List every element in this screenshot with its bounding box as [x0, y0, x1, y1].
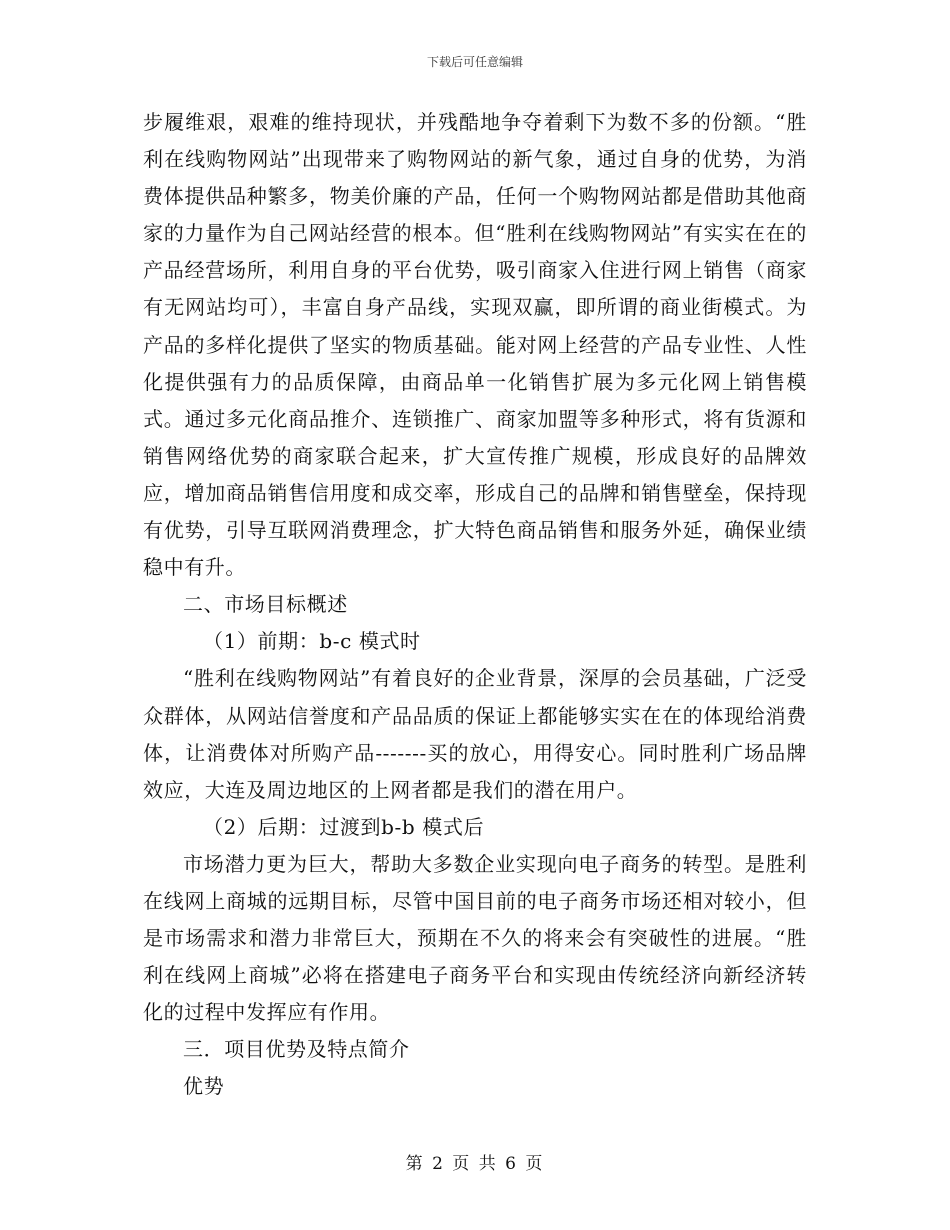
paragraph-later-stage: 市场潜力更为巨大，帮助大多数企业实现向电子商务的转型。是胜利在线网上商城的远期目标，尽管中国目前的电子商务市场还相对较小，但是市场需求和潜力非常巨大，预期在不久的将来会有突破性的进展。“胜利在线网上商城”必将在搭建电子商务平台和实现由传统经济向新经济转化的过程中发挥应有作用。 [143, 851, 807, 1025]
document-body [143, 104, 807, 1106]
section-heading-market-goals: 二、市场目标概述 [183, 592, 348, 617]
paragraph-early-stage: “胜利在线购物网站”有着良好的企业背景，深厚的会员基础，广泛受众群体，从网站信誉度和产品品质的保证上都能够实实在在的体现给消费体，让消费体对所购产品-------买的放心，用得安心。同时胜利广场品牌效应，大连及周边地区的上网者都是我们的潜在用户。 [143, 666, 807, 802]
subheading-early-stage: （1）前期：b-c 模式时 [203, 629, 421, 654]
section-heading-project-advantages: 三．项目优势及特点简介 [183, 1037, 410, 1062]
page-header: 下载后可任意编辑 [426, 55, 523, 69]
subheading-later-stage: （2）后期：过渡到b-b 模式后 [203, 814, 485, 839]
subheading-advantages: 优势 [183, 1074, 225, 1099]
page-number-footer: 第 2 页 共 6 页 [405, 1154, 545, 1174]
paragraph-continuation: 步履维艰，艰难的维持现状，并残酷地争夺着剩下为数不多的份额。“胜利在线购物网站”出现带来了购物网站的新气象，通过自身的优势，为消费体提供品种繁多，物美价廉的产品，任何一个购物网站都是借助其他商家的力量作为自己网站经营的根本。但“胜利在线购物网站”有实实在在的产品经营场所，利用自身的平台优势，吸引商家入住进行网上销售（商家有无网站均可），丰富自身产品线，实现双赢，即所谓的商业街模式。为产品的多样化提供了坚实的物质基础。能对网上经营的产品专业性、人性化提供强有力的品质保障，由商品单一化销售扩展为多元化网上销售模式。通过多元化商品推介、连锁推广、商家加盟等多种形式，将有货源和销售网络优势的商家联合起来，扩大宣传推广规模，形成良好的品牌效应，增加商品销售信用度和成交率，形成自己的品牌和销售壁垒，保持现有优势，引导互联网消费理念，扩大特色商品销售和服务外延，确保业绩稳中有升。 [143, 110, 807, 580]
